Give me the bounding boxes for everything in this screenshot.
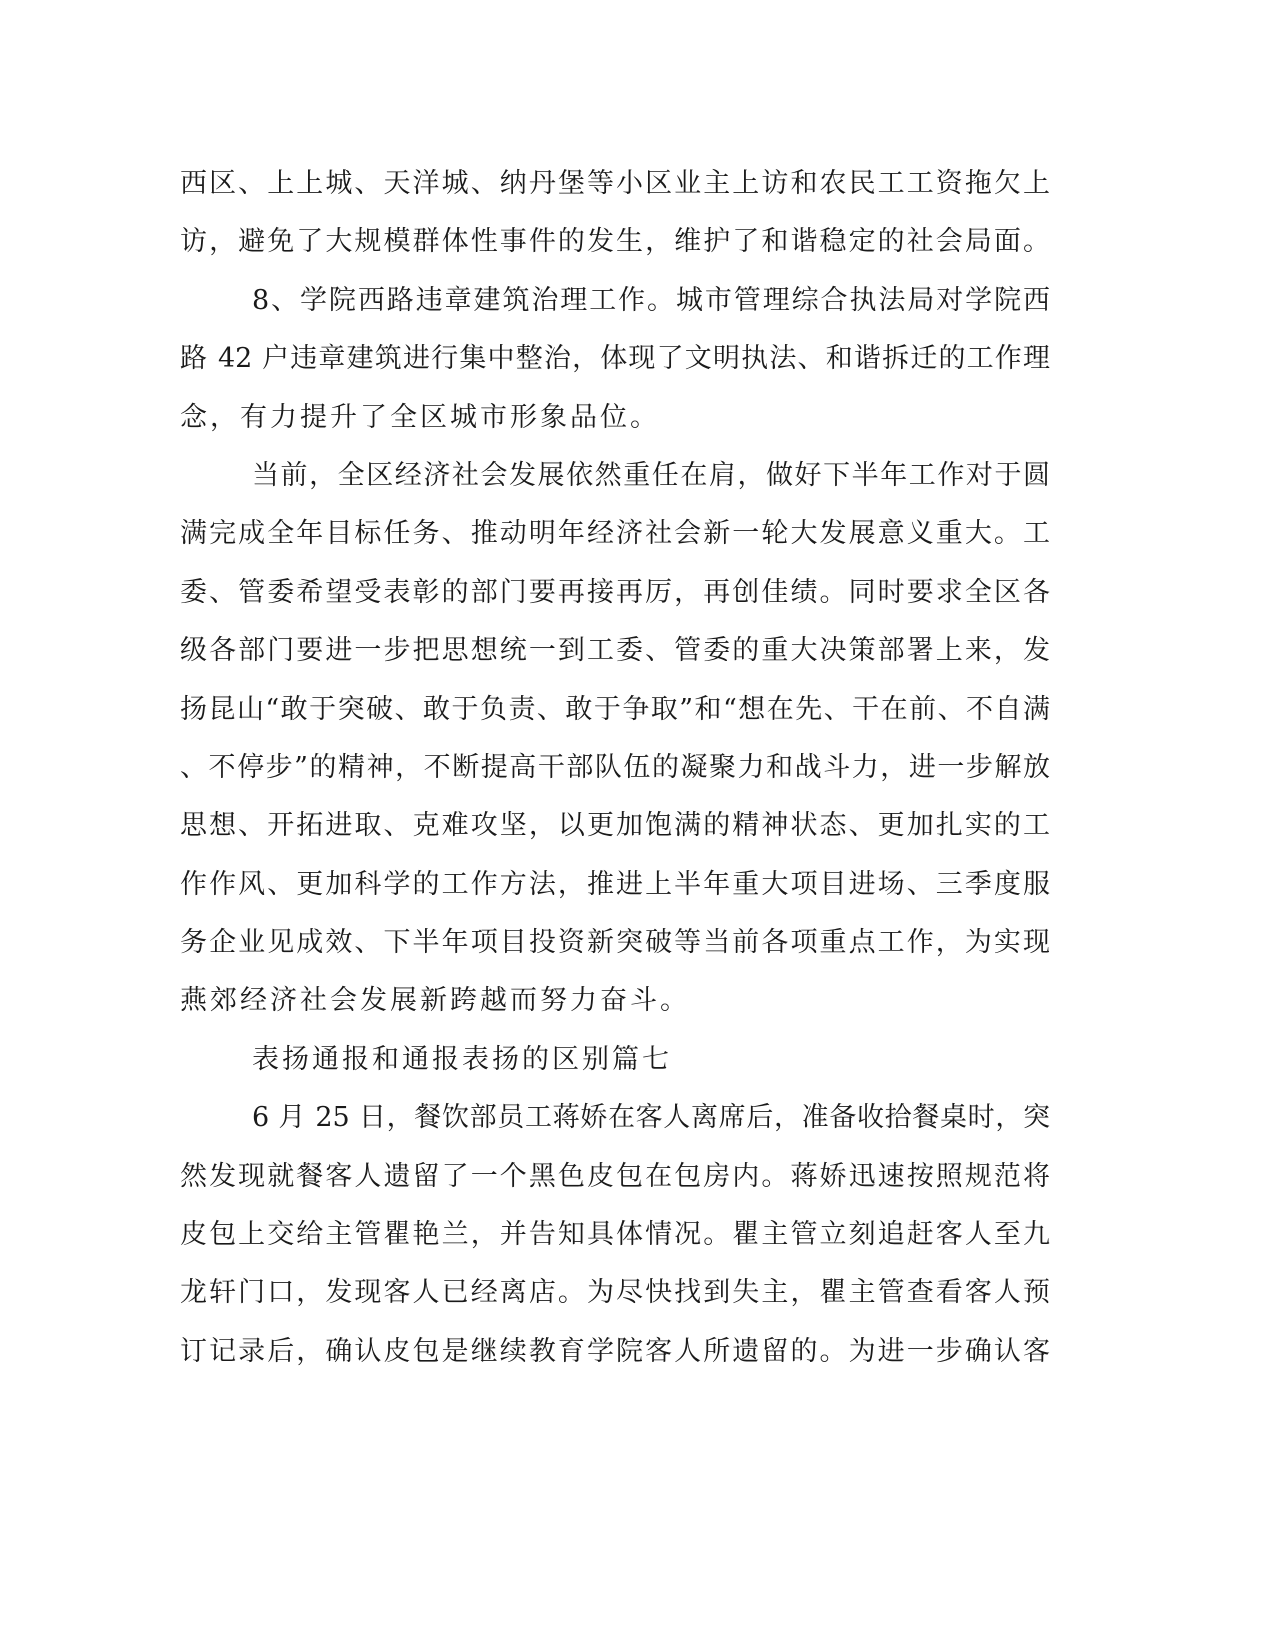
paragraph-start-line: 6 月 25 日，餐饮部员工蒋娇在客人离席后，准备收拾餐桌时，突 — [252, 1102, 1050, 1134]
paragraph-end-line: 念，有力提升了全区城市形象品位。 — [180, 401, 660, 433]
text-line: 路 42 户违章建筑进行集中整治，体现了文明执法、和谐拆迁的工作理 — [180, 343, 1050, 375]
paragraph-start-line: 当前，全区经济社会发展依然重任在肩，做好下半年工作对于圆 — [252, 459, 1050, 491]
text-line: 龙轩门口，发现客人已经离店。为尽快找到失主，瞿主管查看客人预 — [180, 1277, 1050, 1309]
text-line: 皮包上交给主管瞿艳兰，并告知具体情况。瞿主管立刻追赶客人至九 — [180, 1219, 1050, 1251]
text-line: 访，避免了大规模群体性事件的发生，维护了和谐稳定的社会局面。 — [180, 226, 1050, 258]
text-line: 思想、开拓进取、克难攻坚，以更加饱满的精神状态、更加扎实的工 — [180, 810, 1050, 842]
text-line: 作作风、更加科学的工作方法，推进上半年重大项目进场、三季度服 — [180, 868, 1050, 900]
text-line: 西区、上上城、天洋城、纳丹堡等小区业主上访和农民工工资拖欠上 — [180, 168, 1050, 199]
text-line: 务企业见成效、下半年项目投资新突破等当前各项重点工作，为实现 — [180, 927, 1050, 959]
text-line: 然发现就餐客人遗留了一个黑色皮包在包房内。蒋娇迅速按照规范将 — [180, 1160, 1050, 1192]
paragraph-start-line: 8、学院西路违章建筑治理工作。城市管理综合执法局对学院西 — [252, 284, 1050, 316]
section-heading: 表扬通报和通报表扬的区别篇七 — [252, 1043, 672, 1075]
text-line: 订记录后，确认皮包是继续教育学院客人所遗留的。为进一步确认客 — [180, 1335, 1050, 1367]
text-line: 委、管委希望受表彰的部门要再接再厉，再创佳绩。同时要求全区各 — [180, 576, 1050, 608]
text-line: 级各部门要进一步把思想统一到工委、管委的重大决策部署上来，发 — [180, 635, 1050, 667]
text-line: 、不停步”的精神，不断提高干部队伍的凝聚力和战斗力，进一步解放 — [180, 751, 1050, 783]
text-line: 满完成全年目标任务、推动明年经济社会新一轮大发展意义重大。工 — [180, 518, 1050, 550]
text-line: 扬昆山“敢于突破、敢于负责、敢于争取”和“想在先、干在前、不自满 — [180, 693, 1050, 725]
paragraph-end-line: 燕郊经济社会发展新跨越而努力奋斗。 — [180, 985, 690, 1017]
document-body — [180, 155, 1050, 1381]
